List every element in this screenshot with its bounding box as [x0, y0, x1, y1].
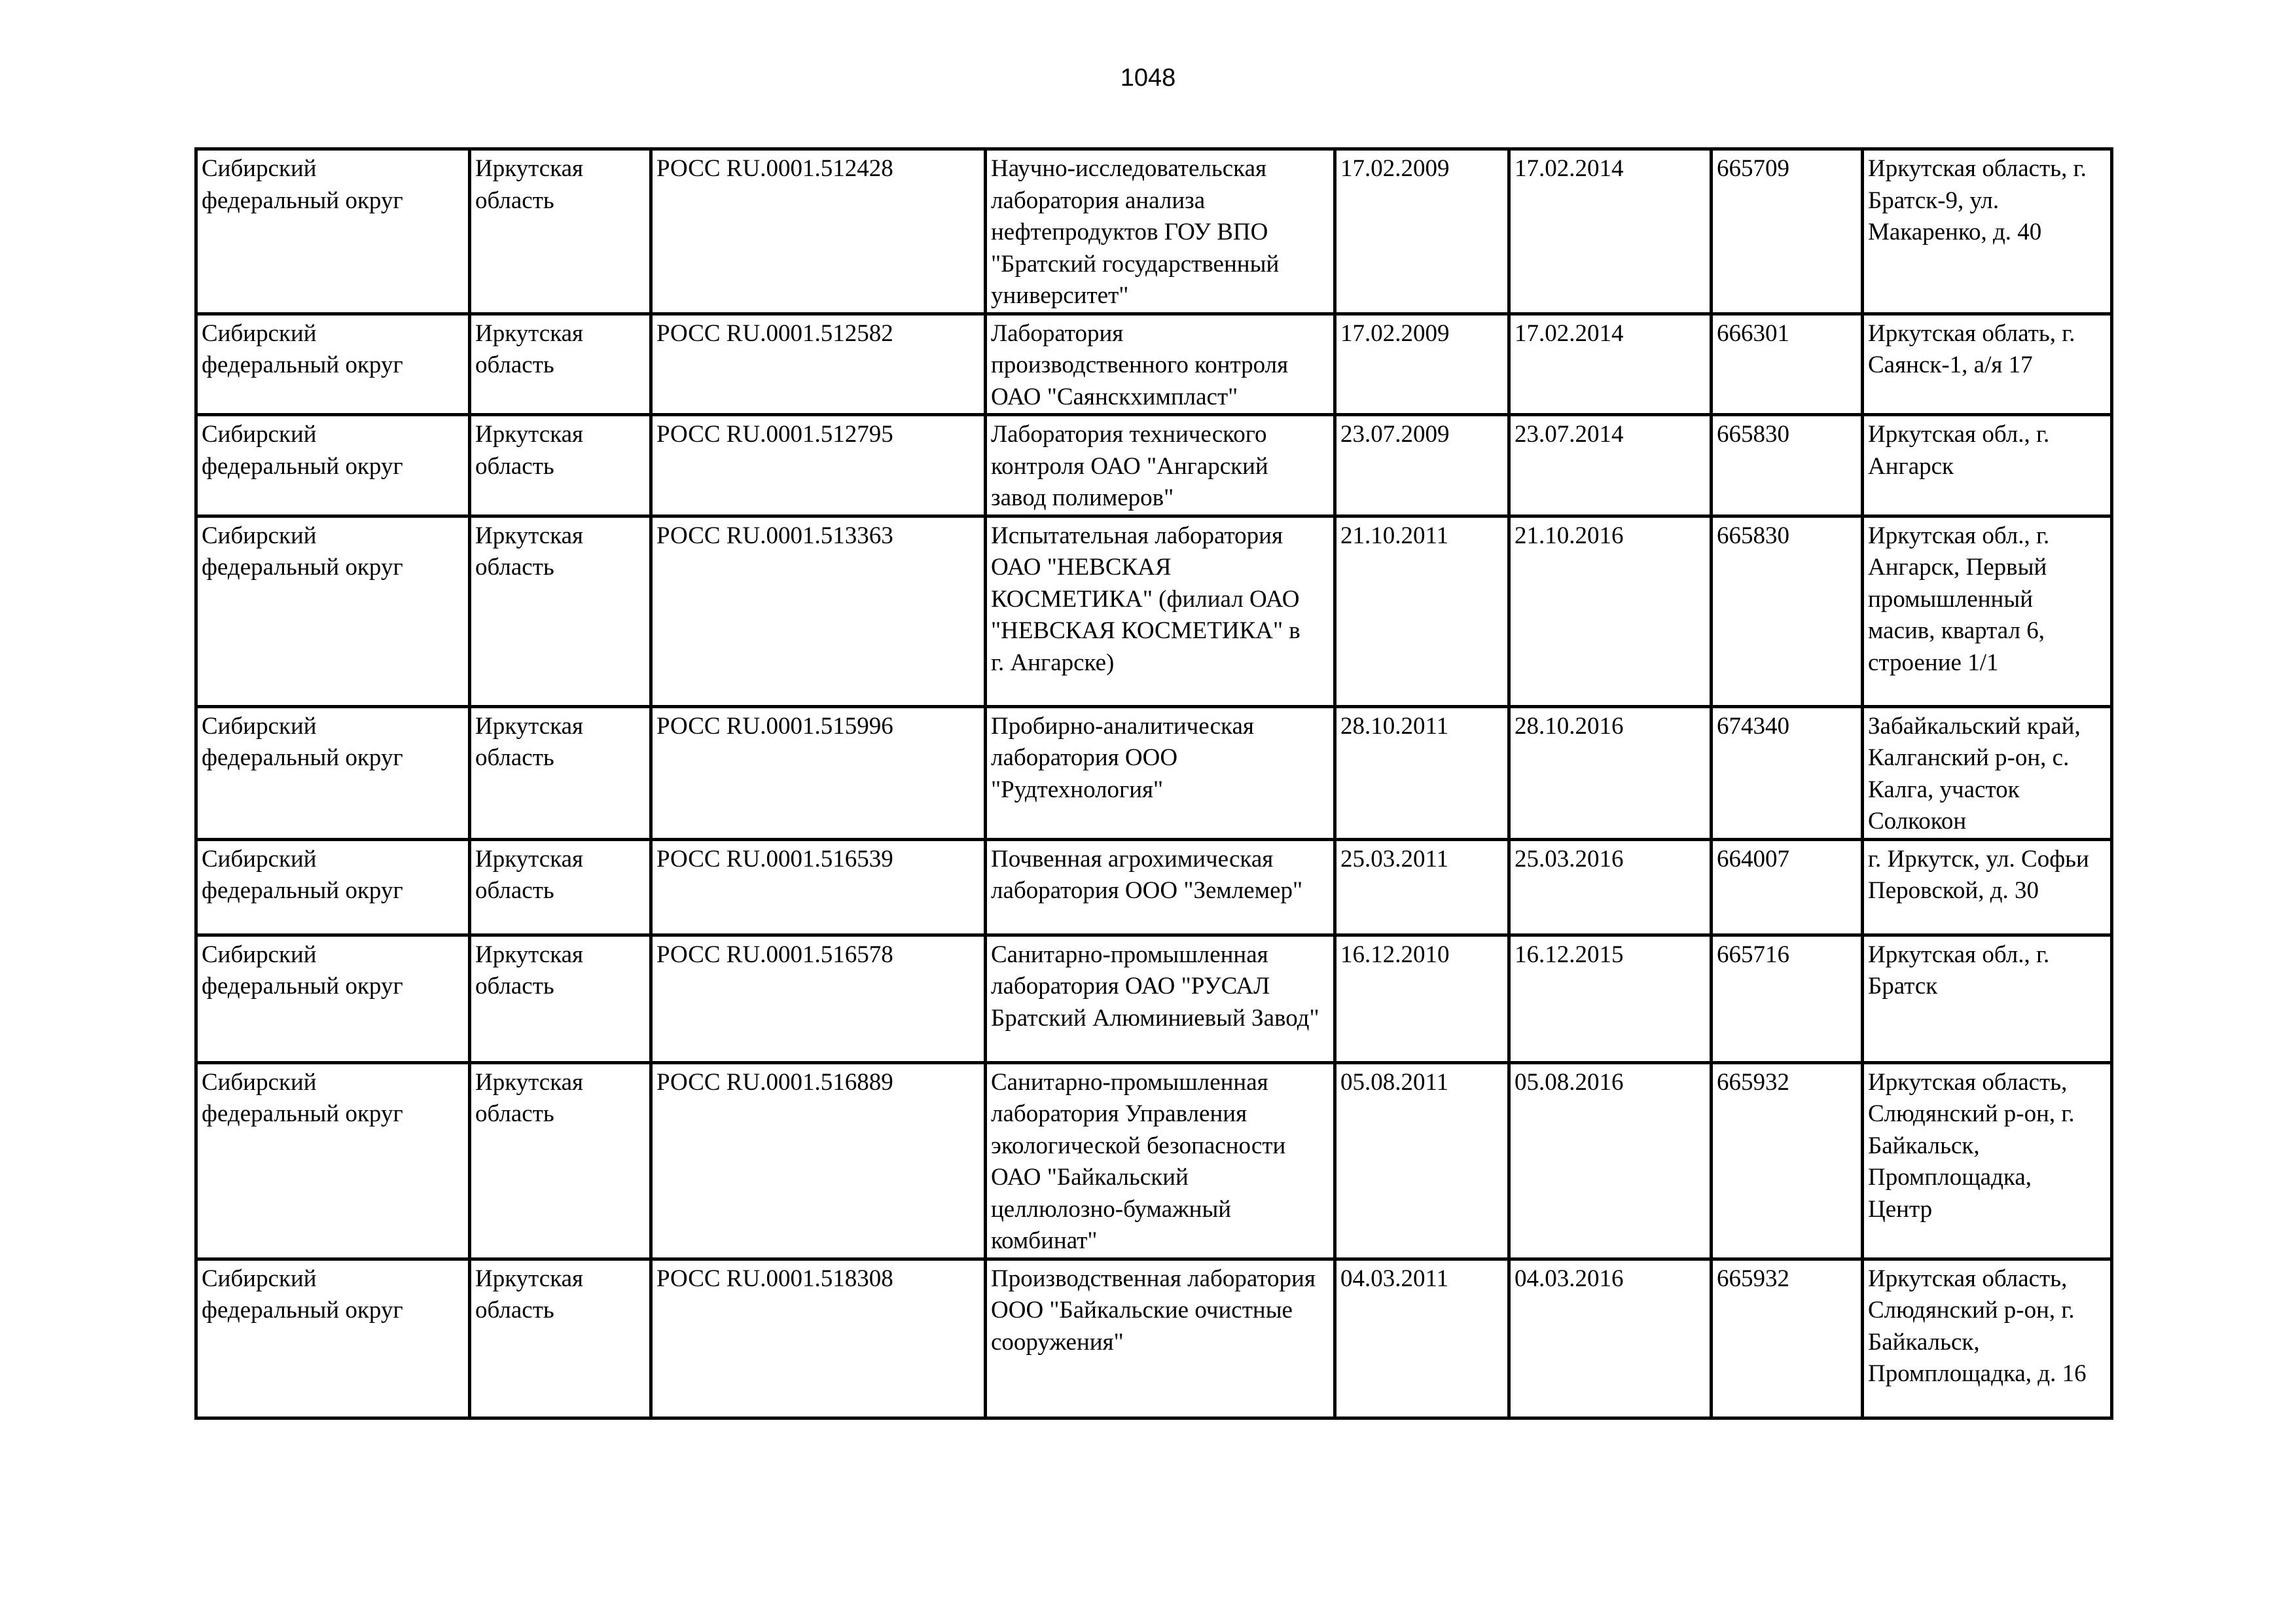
date-to-cell: 17.02.2014 [1509, 149, 1712, 314]
date-from-cell: 16.12.2010 [1335, 935, 1509, 1062]
address-cell: Иркутская обл., г. Братск [1863, 935, 2112, 1062]
laboratory-registry-table [194, 147, 2113, 1420]
organization-cell: Лаборатория производственного контроля ОАО "Саянскхимпласт" [986, 314, 1335, 415]
organization-cell: Санитарно-промышленная лаборатория ОАО "РУСАЛ Братский Алюминиевый Завод" [986, 935, 1335, 1062]
region-cell: Иркутская область [470, 314, 651, 415]
address-cell: г. Иркутск, ул. Софьи Перовской, д. 30 [1863, 839, 2112, 935]
table-row [196, 149, 2112, 314]
address-cell: Забайкальский край, Калганский р-он, с. Калга, участок Солкокон [1863, 706, 2112, 839]
district-cell: Сибирский федеральный округ [196, 935, 470, 1062]
district-cell: Сибирский федеральный округ [196, 839, 470, 935]
date-to-cell: 23.07.2014 [1509, 415, 1712, 516]
district-cell: Сибирский федеральный округ [196, 415, 470, 516]
table-row [196, 415, 2112, 516]
organization-cell: Санитарно-промышленная лаборатория Управления экологической безопасности ОАО "Байкальский целлюлозно-бумажный комбинат" [986, 1062, 1335, 1259]
organization-cell: Испытательная лаборатория ОАО "НЕВСКАЯ КОСМЕТИКА" (филиал ОАО "НЕВСКАЯ КОСМЕТИКА" в г. Ангарске) [986, 516, 1335, 706]
region-cell: Иркутская область [470, 1259, 651, 1418]
address-cell: Иркутская обл., г. Ангарск, Первый промышленный масив, квартал 6, строение 1/1 [1863, 516, 2112, 706]
date-from-cell: 04.03.2011 [1335, 1259, 1509, 1418]
date-from-cell: 21.10.2011 [1335, 516, 1509, 706]
region-cell: Иркутская область [470, 706, 651, 839]
date-from-cell: 17.02.2009 [1335, 149, 1509, 314]
date-to-cell: 16.12.2015 [1509, 935, 1712, 1062]
table-row [196, 935, 2112, 1062]
region-cell: Иркутская область [470, 935, 651, 1062]
district-cell: Сибирский федеральный округ [196, 706, 470, 839]
address-cell: Иркутская облать, г. Саянск-1, а/я 17 [1863, 314, 2112, 415]
organization-cell: Лаборатория технического контроля ОАО "Ангарский завод полимеров" [986, 415, 1335, 516]
table-row [196, 516, 2112, 706]
registration-number-cell: РОСС RU.0001.518308 [651, 1259, 986, 1418]
organization-cell: Почвенная агрохимическая лаборатория ООО "Землемер" [986, 839, 1335, 935]
registration-number-cell: РОСС RU.0001.516539 [651, 839, 986, 935]
region-cell: Иркутская область [470, 415, 651, 516]
postcode-cell: 665709 [1712, 149, 1863, 314]
region-cell: Иркутская область [470, 516, 651, 706]
organization-cell: Производственная лаборатория ООО "Байкальские очистные сооружения" [986, 1259, 1335, 1418]
organization-cell: Научно-исследовательская лаборатория анализа нефтепродуктов ГОУ ВПО "Братский государственный университет" [986, 149, 1335, 314]
registration-number-cell: РОСС RU.0001.512428 [651, 149, 986, 314]
date-from-cell: 25.03.2011 [1335, 839, 1509, 935]
registration-number-cell: РОСС RU.0001.513363 [651, 516, 986, 706]
district-cell: Сибирский федеральный округ [196, 1062, 470, 1259]
registration-number-cell: РОСС RU.0001.516578 [651, 935, 986, 1062]
date-from-cell: 23.07.2009 [1335, 415, 1509, 516]
address-cell: Иркутская область, г. Братск-9, ул. Макаренко, д. 40 [1863, 149, 2112, 314]
postcode-cell: 674340 [1712, 706, 1863, 839]
date-from-cell: 17.02.2009 [1335, 314, 1509, 415]
organization-cell: Пробирно-аналитическая лаборатория ООО "Рудтехнология" [986, 706, 1335, 839]
postcode-cell: 665716 [1712, 935, 1863, 1062]
region-cell: Иркутская область [470, 1062, 651, 1259]
district-cell: Сибирский федеральный округ [196, 516, 470, 706]
postcode-cell: 665830 [1712, 415, 1863, 516]
date-to-cell: 25.03.2016 [1509, 839, 1712, 935]
table-row [196, 1259, 2112, 1418]
district-cell: Сибирский федеральный округ [196, 314, 470, 415]
postcode-cell: 665830 [1712, 516, 1863, 706]
date-to-cell: 21.10.2016 [1509, 516, 1712, 706]
postcode-cell: 665932 [1712, 1259, 1863, 1418]
registration-number-cell: РОСС RU.0001.515996 [651, 706, 986, 839]
date-to-cell: 17.02.2014 [1509, 314, 1712, 415]
address-cell: Иркутская область, Слюдянский р-он, г. Байкальск, Промплощадка, Центр [1863, 1062, 2112, 1259]
region-cell: Иркутская область [470, 149, 651, 314]
registration-number-cell: РОСС RU.0001.512795 [651, 415, 986, 516]
postcode-cell: 664007 [1712, 839, 1863, 935]
postcode-cell: 665932 [1712, 1062, 1863, 1259]
district-cell: Сибирский федеральный округ [196, 149, 470, 314]
district-cell: Сибирский федеральный округ [196, 1259, 470, 1418]
date-to-cell: 28.10.2016 [1509, 706, 1712, 839]
table-row [196, 1062, 2112, 1259]
date-to-cell: 04.03.2016 [1509, 1259, 1712, 1418]
address-cell: Иркутская обл., г. Ангарск [1863, 415, 2112, 516]
address-cell: Иркутская область, Слюдянский р-он, г. Байкальск, Промплощадка, д. 16 [1863, 1259, 2112, 1418]
page-number: 1048 [1120, 64, 1176, 92]
table-row [196, 839, 2112, 935]
date-from-cell: 28.10.2011 [1335, 706, 1509, 839]
date-to-cell: 05.08.2016 [1509, 1062, 1712, 1259]
date-from-cell: 05.08.2011 [1335, 1062, 1509, 1259]
table-row [196, 706, 2112, 839]
registration-number-cell: РОСС RU.0001.512582 [651, 314, 986, 415]
registration-number-cell: РОСС RU.0001.516889 [651, 1062, 986, 1259]
table-row [196, 314, 2112, 415]
region-cell: Иркутская область [470, 839, 651, 935]
postcode-cell: 666301 [1712, 314, 1863, 415]
